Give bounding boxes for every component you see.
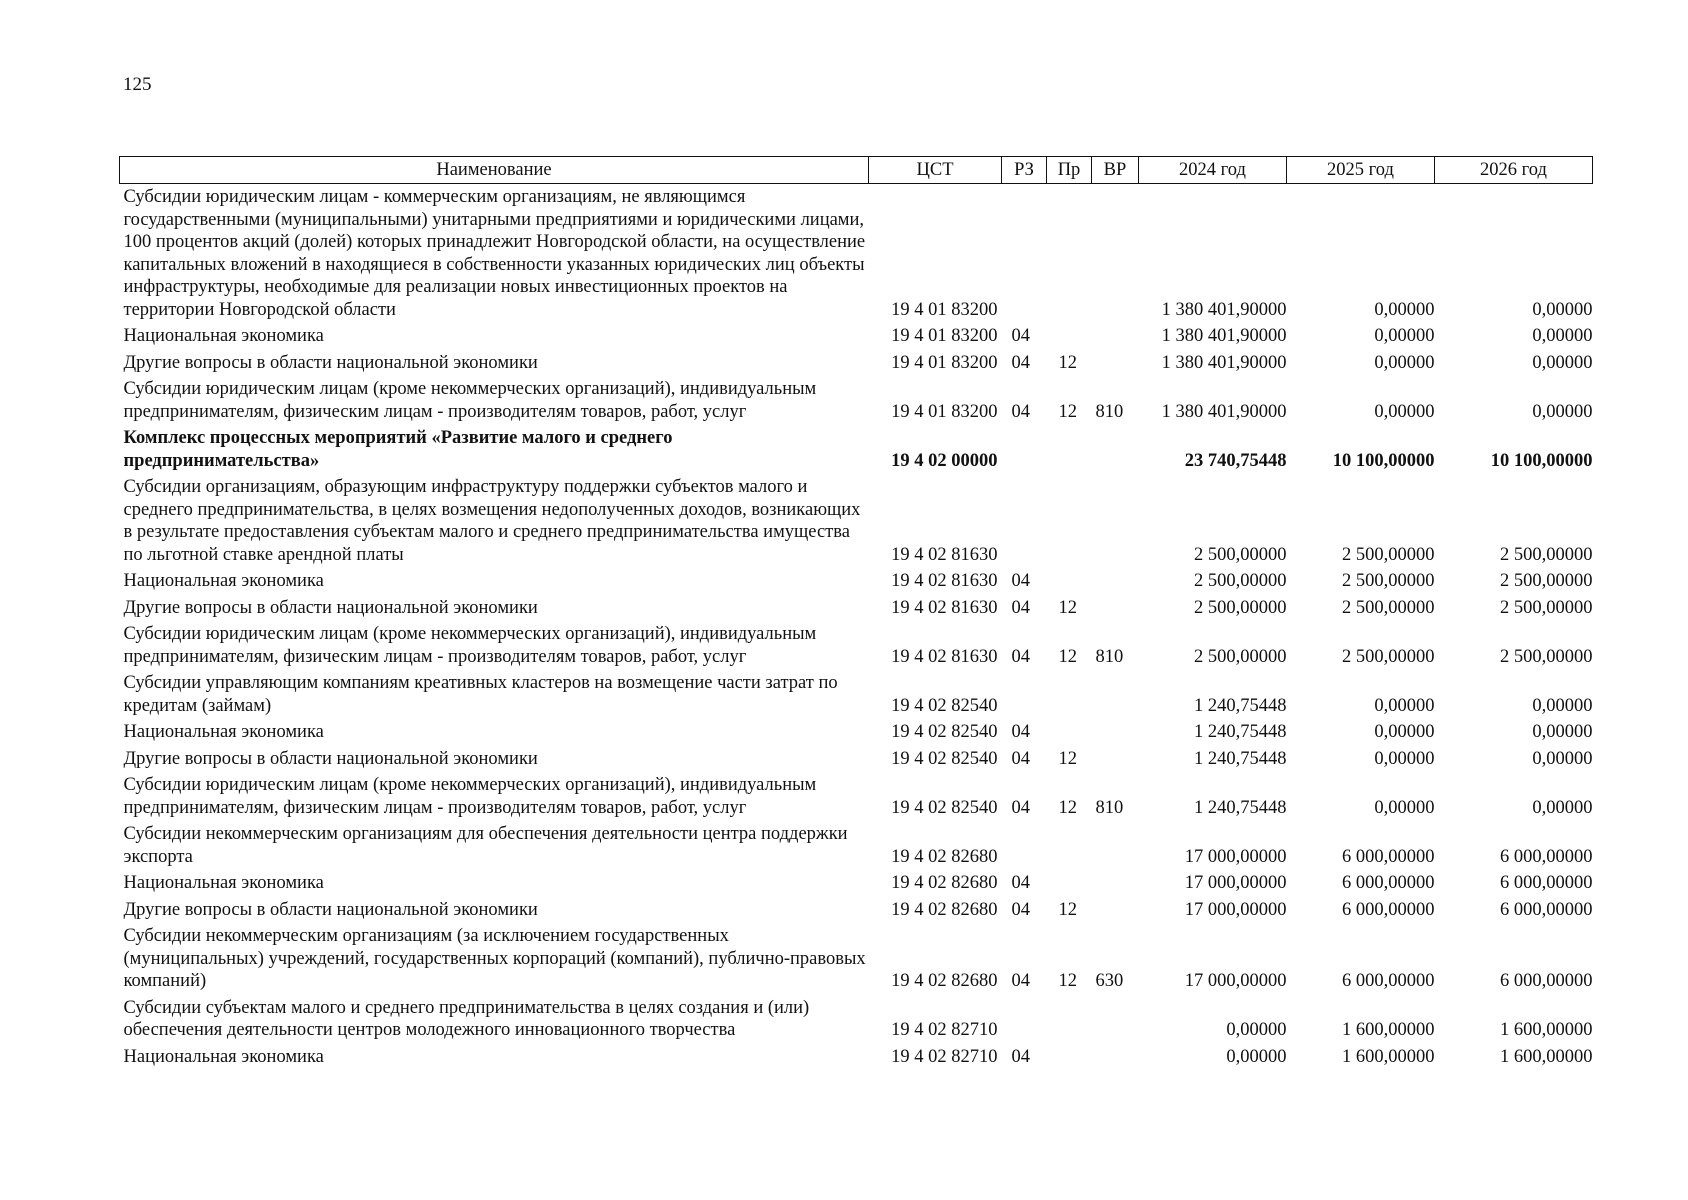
cell-vr [1092,870,1139,897]
cell-2025: 2 500,00000 [1342,544,1435,565]
cell-2026: 1 600,00000 [1500,1020,1593,1040]
cell-name: Субсидии юридическим лицам - коммерческим организациям, не являющимся государственными (муниципальными) унитарными предприятиями и юридическими лицами, 100 процентов акций (долей) которых принадлежит Новгородской области, на осуществление капитальных вложений в находящиеся в собственности указанных юридических лиц объекты инфраструктуры, необходимые для реализации новых инвестиционных проектов на территории Новгородской области [123,187,866,320]
cell-vr [1092,184,1139,324]
cell-cst: 19 4 02 82680 [891,873,998,893]
cell-2025: 2 500,00000 [1342,571,1435,591]
cell-rz: 04 [1011,1046,1030,1067]
cell-2026: 0,00000 [1532,326,1593,346]
cell-pr [1047,425,1092,474]
table-row [120,719,1593,746]
cell-2025: 1 600,00000 [1342,1046,1435,1067]
table-row [120,184,1593,324]
table-row [120,746,1593,773]
cell-2026: 2 500,00000 [1500,597,1593,618]
cell-vr [1092,821,1139,870]
cell-2024: 23 740,75448 [1184,450,1287,471]
cell-pr [1047,323,1092,350]
cell-rz: 04 [1011,971,1030,991]
cell-rz: 04 [1011,899,1030,920]
column-header-rz: РЗ [1002,157,1047,184]
table-row [120,323,1593,350]
cell-vr [1092,350,1139,377]
cell-rz: 04 [1011,571,1030,591]
cell-cst: 19 4 02 82540 [891,722,998,742]
cell-2024: 1 380 401,90000 [1161,326,1287,346]
cell-2024: 0,00000 [1226,1020,1287,1040]
cell-2026: 0,00000 [1532,748,1593,769]
cell-pr [1047,1044,1092,1071]
cell-2024: 17 000,00000 [1184,899,1287,920]
cell-vr [1092,995,1139,1044]
column-header-name: Наименование [120,157,869,184]
cell-2026: 2 500,00000 [1500,646,1593,667]
cell-cst: 19 4 02 82540 [891,695,998,716]
cell-vr: 810 [1095,401,1124,422]
table-row [120,1044,1593,1071]
cell-pr: 12 [1058,797,1077,818]
cell-vr: 630 [1095,971,1124,991]
cell-pr [1047,719,1092,746]
table-row [120,670,1593,719]
cell-2024: 0,00000 [1226,1046,1287,1067]
cell-name: Национальная экономика [123,873,324,893]
cell-2026: 0,00000 [1532,352,1593,373]
table-body [120,184,1593,1071]
column-header-cst: ЦСТ [869,157,1002,184]
table-row [120,425,1593,474]
cell-2025: 0,00000 [1374,401,1435,422]
table-row [120,474,1593,568]
cell-name: Субсидии некоммерческим организациям (за исключением государственных (муниципальных) учреждений, государственных корпораций (компаний), публично-правовых компаний) [123,926,866,991]
cell-cst: 19 4 02 81630 [891,646,998,667]
cell-pr: 12 [1058,401,1077,422]
cell-vr [1092,746,1139,773]
cell-2025: 0,00000 [1374,748,1435,769]
cell-rz: 04 [1011,326,1030,346]
cell-vr [1092,568,1139,595]
cell-name: Другие вопросы в области национальной экономики [123,597,538,618]
cell-pr: 12 [1058,748,1077,769]
cell-rz: 04 [1011,597,1030,618]
cell-cst: 19 4 02 81630 [891,597,998,618]
cell-vr [1092,1044,1139,1071]
cell-2025: 6 000,00000 [1342,846,1435,867]
cell-pr: 12 [1058,971,1077,991]
cell-2024: 17 000,00000 [1184,971,1287,991]
cell-vr [1092,474,1139,568]
header-row [120,157,1593,184]
cell-rz [1002,995,1047,1044]
cell-name: Субсидии юридическим лицам (кроме некоммерческих организаций), индивидуальным предпринимателям, физическим лицам - производителям товаров, работ, услуг [123,379,817,422]
cell-2024: 1 380 401,90000 [1161,299,1287,320]
cell-name: Национальная экономика [123,722,324,742]
cell-2026: 0,00000 [1532,722,1593,742]
cell-cst: 19 4 02 82680 [891,846,998,867]
cell-rz: 04 [1011,722,1030,742]
cell-2024: 17 000,00000 [1184,873,1287,893]
cell-cst: 19 4 02 82710 [891,1020,998,1040]
cell-cst: 19 4 01 83200 [891,326,998,346]
cell-rz [1002,821,1047,870]
cell-vr [1092,897,1139,924]
cell-2026: 0,00000 [1532,401,1593,422]
cell-pr: 12 [1058,352,1077,373]
cell-2025: 0,00000 [1374,326,1435,346]
table-header [120,157,1593,184]
cell-2024: 1 240,75448 [1194,722,1287,742]
cell-2024: 2 500,00000 [1194,571,1287,591]
cell-2025: 10 100,00000 [1332,450,1435,471]
cell-rz: 04 [1011,352,1030,373]
cell-cst: 19 4 02 82540 [891,797,998,818]
cell-2025: 0,00000 [1374,797,1435,818]
cell-2026: 0,00000 [1532,299,1593,320]
cell-2026: 2 500,00000 [1500,544,1593,565]
cell-2024: 1 240,75448 [1194,695,1287,716]
cell-cst: 19 4 02 81630 [891,544,998,565]
cell-2025: 0,00000 [1374,352,1435,373]
cell-vr: 810 [1095,646,1124,667]
cell-2026: 6 000,00000 [1500,899,1593,920]
cell-rz: 04 [1011,748,1030,769]
column-header-2024: 2024 год [1139,157,1287,184]
cell-name: Субсидии юридическим лицам (кроме некоммерческих организаций), индивидуальным предпринимателям, физическим лицам - производителям товаров, работ, услуг [123,775,817,818]
cell-rz [1002,425,1047,474]
cell-name: Субсидии управляющим компаниям креативных кластеров на возмещение части затрат по кредитам (займам) [123,673,838,716]
cell-2024: 1 380 401,90000 [1161,352,1287,373]
table-row [120,821,1593,870]
table-row [120,350,1593,377]
cell-rz: 04 [1011,401,1030,422]
cell-cst: 19 4 02 00000 [891,450,998,471]
cell-2024: 17 000,00000 [1184,846,1287,867]
cell-rz [1002,670,1047,719]
cell-2025: 2 500,00000 [1342,597,1435,618]
cell-2026: 6 000,00000 [1500,971,1593,991]
cell-cst: 19 4 02 82710 [891,1046,998,1067]
table-row [120,621,1593,670]
cell-2024: 1 240,75448 [1194,748,1287,769]
cell-name: Другие вопросы в области национальной экономики [123,899,538,920]
cell-pr [1047,821,1092,870]
cell-name: Национальная экономика [123,1046,324,1067]
cell-2026: 10 100,00000 [1490,450,1593,471]
cell-vr [1092,595,1139,622]
cell-pr [1047,995,1092,1044]
column-header-pr: Пр [1047,157,1092,184]
cell-2026: 6 000,00000 [1500,846,1593,867]
cell-2025: 6 000,00000 [1342,971,1435,991]
cell-pr [1047,568,1092,595]
budget-table [119,156,1593,1070]
cell-2026: 1 600,00000 [1500,1046,1593,1067]
cell-2024: 2 500,00000 [1194,597,1287,618]
cell-name: Субсидии юридическим лицам (кроме некоммерческих организаций), индивидуальным предпринимателям, физическим лицам - производителям товаров, работ, услуг [123,624,817,667]
cell-pr [1047,474,1092,568]
cell-2026: 6 000,00000 [1500,873,1593,893]
table-row [120,376,1593,425]
cell-pr: 12 [1058,646,1077,667]
cell-pr [1047,184,1092,324]
cell-name: Комплекс процессных мероприятий «Развитие малого и среднего предпринимательства» [123,428,673,471]
cell-2025: 6 000,00000 [1342,899,1435,920]
cell-rz: 04 [1011,873,1030,893]
cell-rz [1002,474,1047,568]
cell-2026: 0,00000 [1532,695,1593,716]
cell-pr: 12 [1058,899,1077,920]
cell-2024: 2 500,00000 [1194,544,1287,565]
table-row [120,772,1593,821]
cell-vr: 810 [1095,797,1124,818]
cell-name: Другие вопросы в области национальной экономики [123,748,538,769]
cell-pr: 12 [1058,597,1077,618]
cell-cst: 19 4 01 83200 [891,401,998,422]
cell-name: Другие вопросы в области национальной экономики [123,352,538,373]
cell-2024: 1 380 401,90000 [1161,401,1287,422]
cell-name: Национальная экономика [123,326,324,346]
table-row [120,595,1593,622]
cell-name: Субсидии субъектам малого и среднего предпринимательства в целях создания и (или) обеспечения деятельности центров молодежного инновационного творчества [123,997,810,1040]
cell-2024: 1 240,75448 [1194,797,1287,818]
cell-name: Национальная экономика [123,571,324,591]
cell-vr [1092,719,1139,746]
table-row [120,897,1593,924]
cell-2025: 0,00000 [1374,299,1435,320]
cell-rz: 04 [1011,797,1030,818]
cell-name: Субсидии организациям, образующим инфраструктуру поддержки субъектов малого и среднего предпринимательства, в целях возмещения недополученных доходов, возникающих в результате предоставления субъектам малого и среднего предпринимательства имущества по льготной ставке арендной платы [123,477,861,565]
cell-vr [1092,323,1139,350]
column-header-vr: ВР [1092,157,1139,184]
column-header-2025: 2025 год [1287,157,1435,184]
cell-2026: 0,00000 [1532,797,1593,818]
cell-cst: 19 4 02 82680 [891,971,998,991]
table-row [120,995,1593,1044]
column-header-2026: 2026 год [1435,157,1593,184]
cell-rz: 04 [1011,646,1030,667]
table-row [120,923,1593,995]
cell-2026: 2 500,00000 [1500,571,1593,591]
cell-2025: 0,00000 [1374,695,1435,716]
page-number: 125 [123,74,152,95]
cell-pr [1047,670,1092,719]
cell-pr [1047,870,1092,897]
cell-cst: 19 4 02 82680 [891,899,998,920]
cell-name: Субсидии некоммерческим организациям для обеспечения деятельности центра поддержки экспорта [123,824,848,867]
cell-cst: 19 4 02 81630 [891,571,998,591]
table-row [120,870,1593,897]
cell-rz [1002,184,1047,324]
cell-2025: 1 600,00000 [1342,1020,1435,1040]
cell-2025: 0,00000 [1374,722,1435,742]
cell-2024: 2 500,00000 [1194,646,1287,667]
cell-2025: 2 500,00000 [1342,646,1435,667]
cell-cst: 19 4 01 83200 [891,352,998,373]
cell-vr [1092,425,1139,474]
table-row [120,568,1593,595]
cell-2025: 6 000,00000 [1342,873,1435,893]
cell-cst: 19 4 01 83200 [891,299,998,320]
cell-vr [1092,670,1139,719]
cell-cst: 19 4 02 82540 [891,748,998,769]
